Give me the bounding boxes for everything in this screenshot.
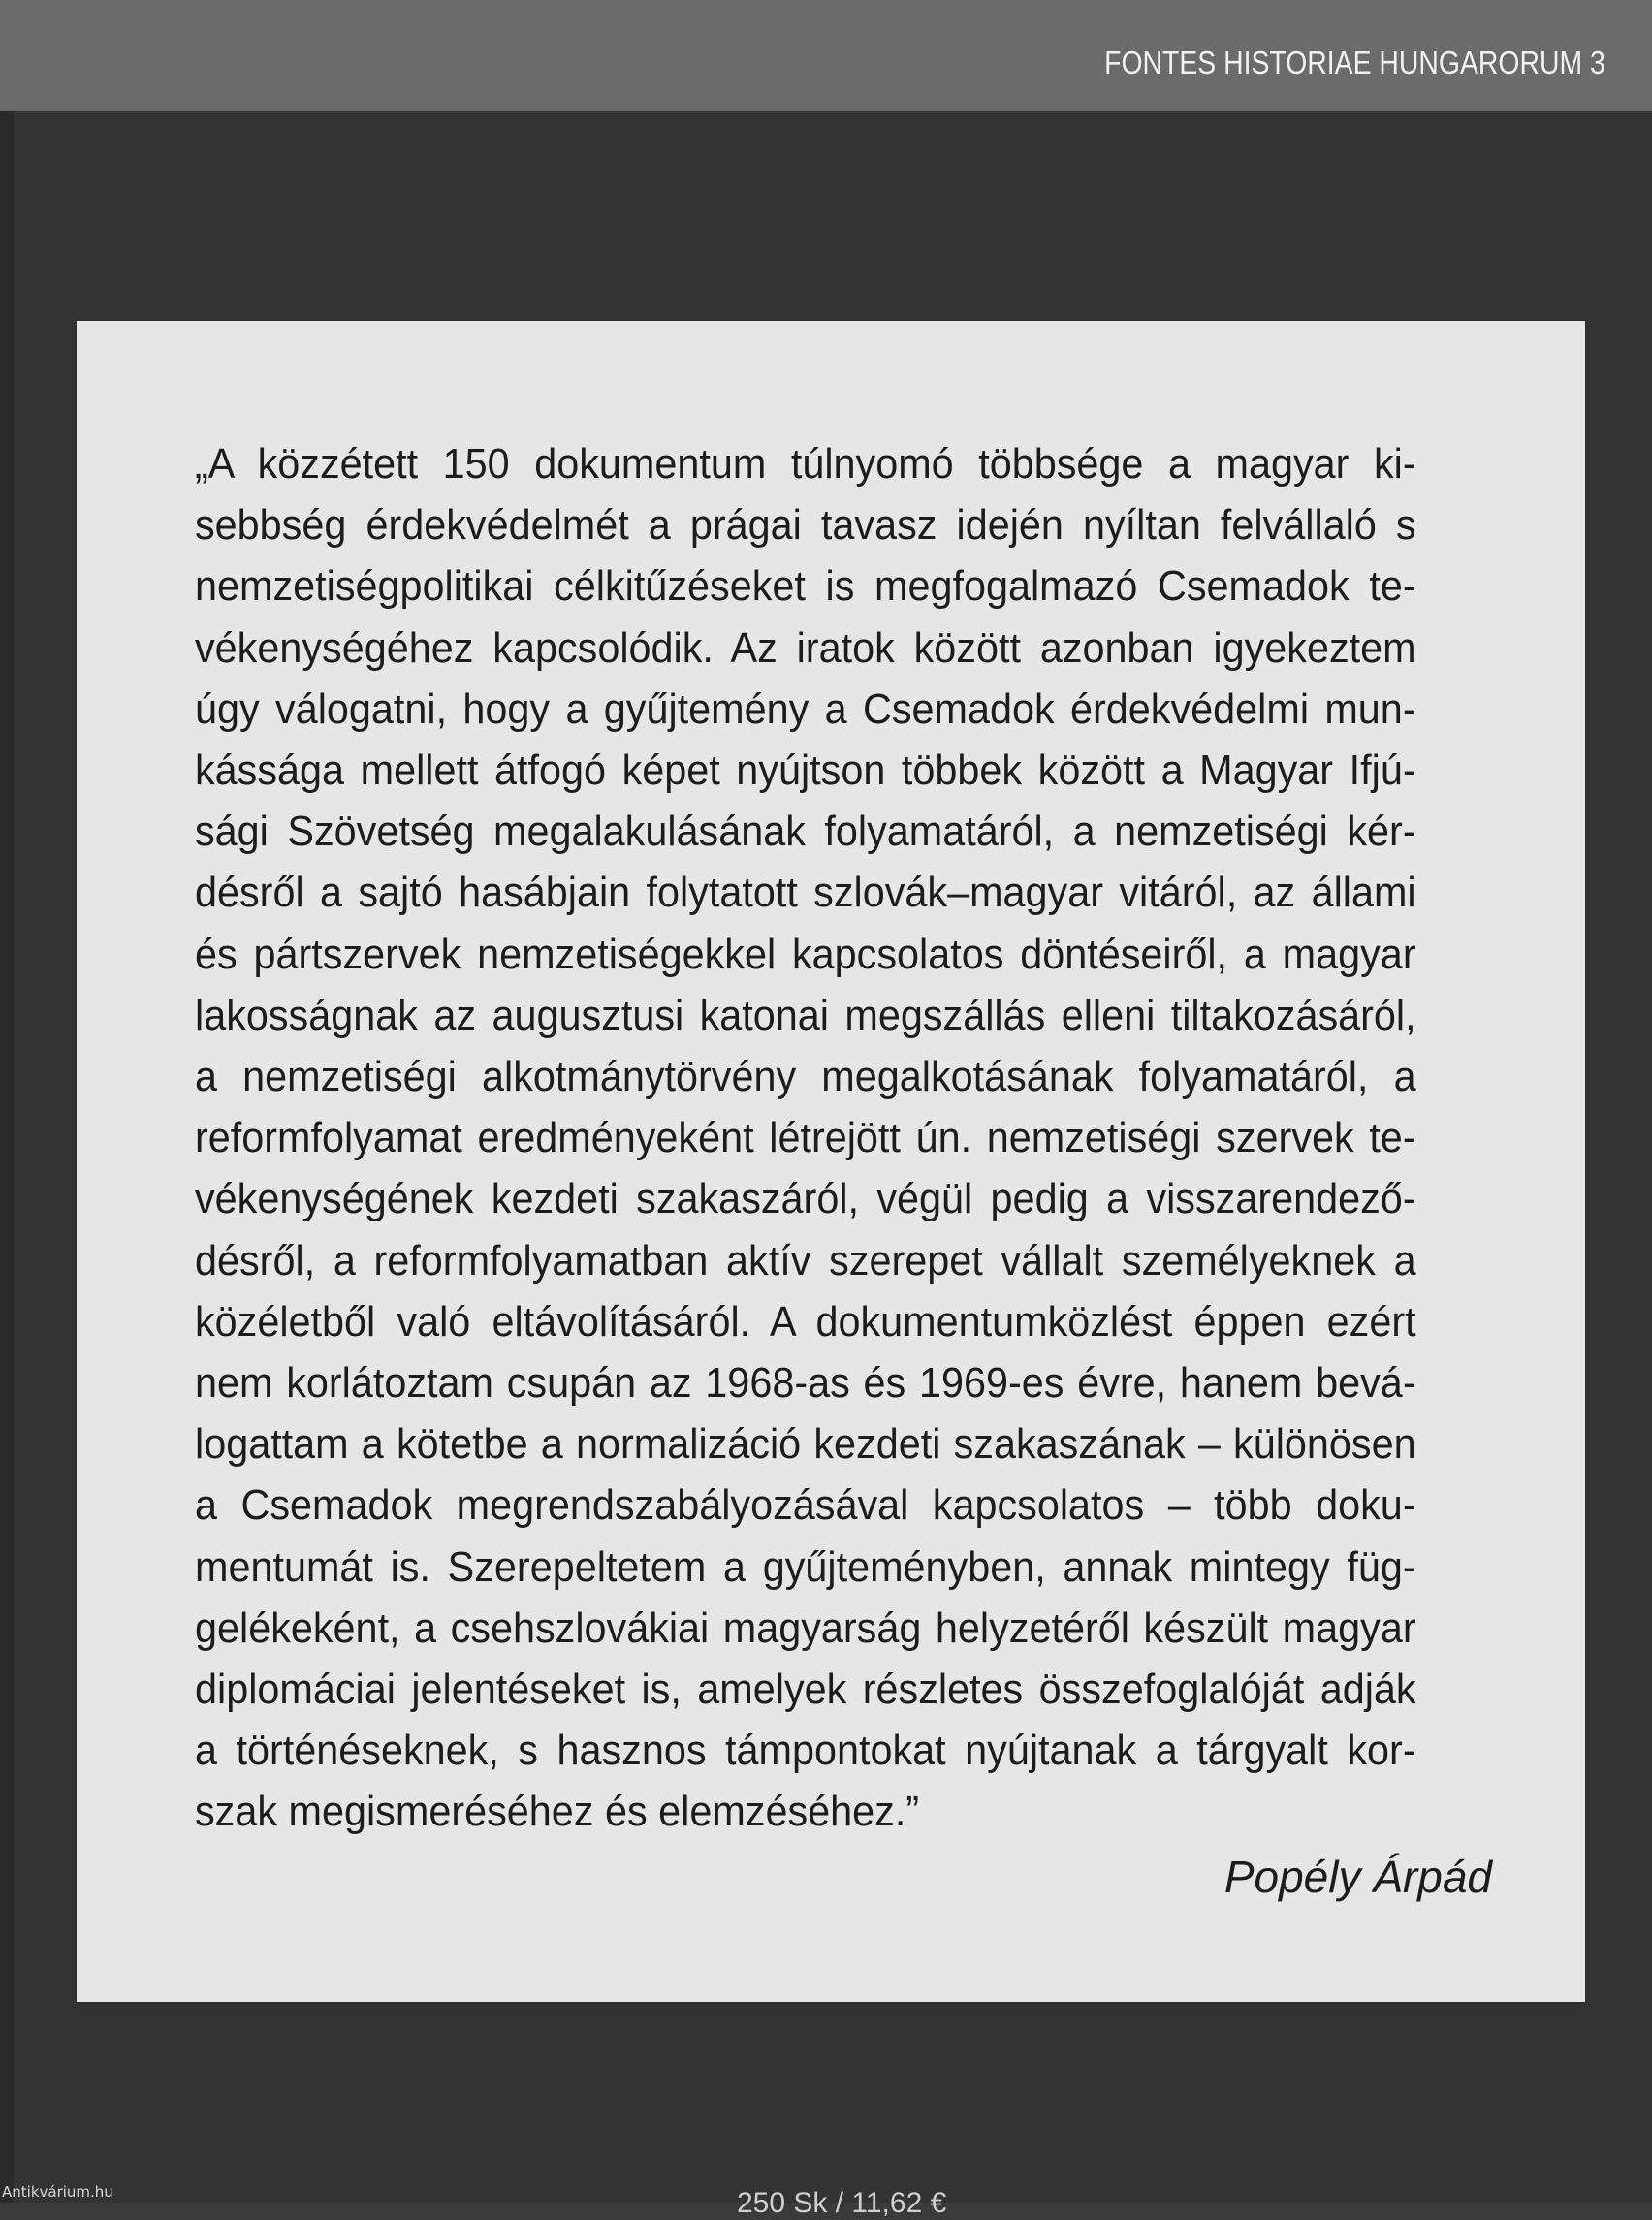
blurb-panel [77, 321, 1585, 2002]
site-watermark: Antikvárium.hu [2, 2183, 113, 2201]
series-title: FONTES HISTORIAE HUNGARORUM 3 [1104, 45, 1605, 80]
blurb-text: „A közzétett 150 dokumentum túlnyomó többsége a magyar kisebbség érdekvédelmét a prágai tavasz idején nyíltan felvállaló s nemzetiségpolitikai célkitűzéseket is megfogalmazó Csemadok tevékenységéhez kapcsolódik. Az iratok között azonban igyekeztem úgy válogatni, hogy a gyűjtemény a Csemadok érdekvédelmi munkássága mellett átfogó képet nyújtson többek között a Magyar Ifjúsági Szövetség megalakulásának folyamatáról, a nemzetiségi kérdésről a sajtó hasábjain folytatott szlovák–magyar vitáról, az állami és pártszervek nemzetiségekkel kapcsolatos döntéseiről, a magyar lakosságnak az augusztusi katonai megszállás elleni tiltakozásáról, a nemzetiségi alkotmánytörvény megalkotásának folyamatáról, a reformfolyamat eredményeként létrejött ún. nemzetiségi szervek tevékenységének kezdeti szakaszáról, végül pedig a visszarendeződésről, a reformfolyamatban aktív szerepet vállalt személyeknek a közéletből való eltávolításáról. A dokumentumközlést éppen ezért nem korlátoztam csupán az 1968-as és 1969-es évre, hanem beválogattam a kötetbe a normalizáció kezdeti szakaszának – különösen a Csemadok megrendszabályozásával kapcsolatos – több dokumentumát is. Szerepeltetem a gyűjteményben, annak mintegy függelékeként, a csehszlovákiai magyarság helyzetéről készült magyar diplomáciai jelentéseket is, amelyek részletes összefoglalóját adják a történéseknek, s hasznos támpontokat nyújtanak a tárgyalt korszak megismeréséhez és elemzéséhez.” [195, 440, 1416, 1836]
top-band [0, 0, 1652, 111]
author-signature: Popély Árpád [1223, 1852, 1492, 1902]
price-code: 250 Sk / 11,62 € [737, 2187, 947, 2219]
cover-spine-edge [0, 111, 14, 2203]
